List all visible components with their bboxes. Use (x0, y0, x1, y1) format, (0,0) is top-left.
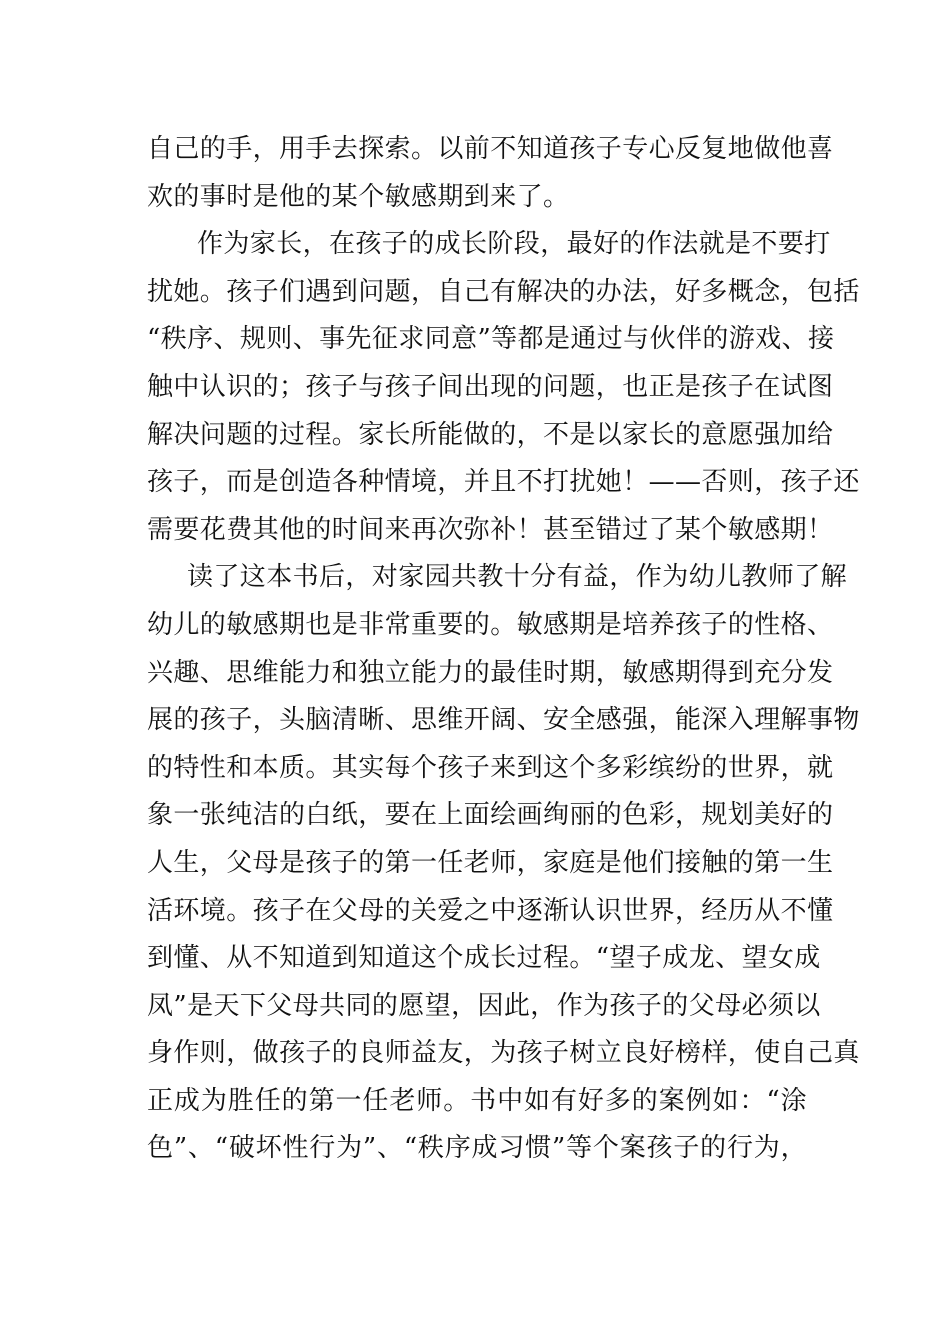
text-line: 色”、“破坏性行为”、“秩序成习惯”等个案孩子的行为， (147, 1133, 807, 1164)
text-line: 自己的手，用手去探索。以前不知道孩子专心反复地做他喜 (147, 134, 834, 164)
text-line: 作为家长，在孩子的成长阶段，最好的作法就是不要打 (197, 229, 831, 260)
text-line: 扰她。孩子们遇到问题，自己有解决的办法，好多概念，包括 (147, 276, 860, 307)
text-line: 到懂、从不知道到知道这个成长过程。“望子成龙、望女成 (147, 943, 821, 974)
text-line: 活环境。孩子在父母的关爱之中逐渐认识世界，经历从不懂 (147, 895, 834, 926)
text-line: 幼儿的敏感期也是非常重要的。敏感期是培养孩子的性格、 (147, 609, 834, 640)
text-line: 的特性和本质。其实每个孩子来到这个多彩缤纷的世界，就 (147, 752, 834, 783)
text-line: 人生，父母是孩子的第一任老师，家庭是他们接触的第一生 (147, 847, 834, 878)
text-line: 身作则，做孩子的良师益友，为孩子树立良好榜样，使自己真 (147, 1038, 860, 1069)
text-line: 展的孩子，头脑清晰、思维开阔、安全感强，能深入理解事物 (147, 705, 860, 736)
text-line: 触中认识的；孩子与孩子间出现的问题，也正是孩子在试图 (147, 371, 834, 402)
text-line: 孩子，而是创造各种情境，并且不打扰她！——否则，孩子还 (147, 467, 860, 498)
text-line: 正成为胜任的第一任老师。书中如有好多的案例如：“涂 (147, 1085, 807, 1116)
text-line: 解决问题的过程。家长所能做的，不是以家长的意愿强加给 (147, 419, 834, 450)
text-line: 凤”是天下父母共同的愿望，因此，作为孩子的父母必须以 (147, 990, 821, 1021)
text-line: 兴趣、思维能力和独立能力的最佳时期，敏感期得到充分发 (147, 657, 834, 688)
text-line: 读了这本书后，对家园共教十分有益，作为幼儿教师了解 (187, 562, 848, 593)
text-line: 象一张纯洁的白纸，要在上面绘画绚丽的色彩，规划美好的 (147, 800, 834, 831)
text-line: 欢的事时是他的某个敏感期到来了。 (147, 181, 570, 212)
text-line: “秩序、规则、事先征求同意”等都是通过与伙伴的游戏、接 (147, 324, 835, 355)
body-text (147, 126, 860, 1173)
text-line: 需要花费其他的时间来再次弥补！甚至错过了某个敏感期！ (147, 514, 834, 545)
